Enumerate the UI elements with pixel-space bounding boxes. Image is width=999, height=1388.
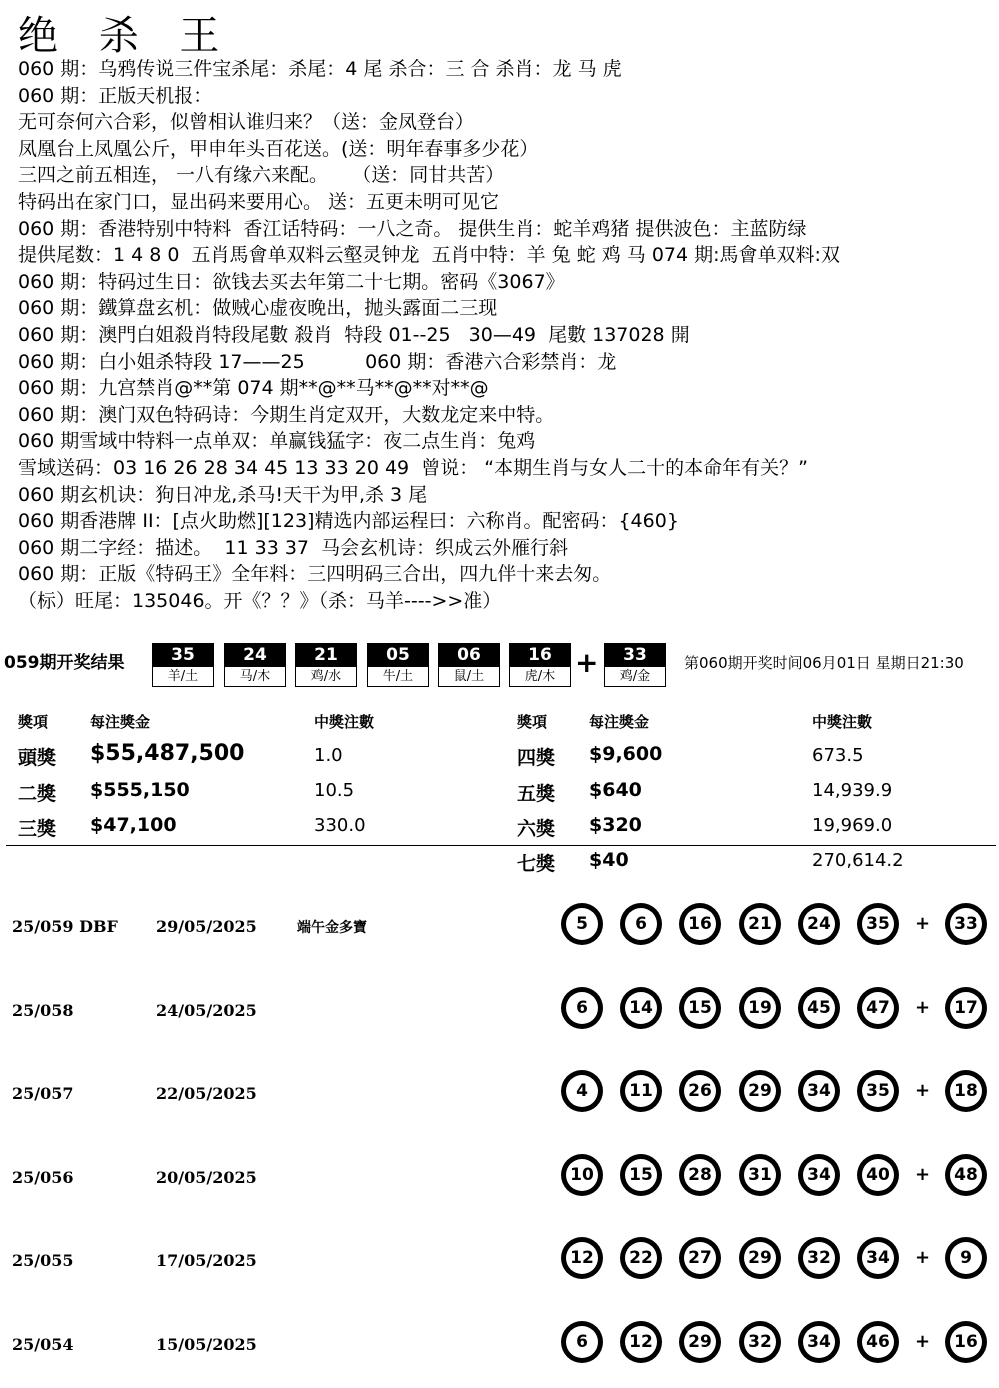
ball-zodiac: 鸡/金 (619, 669, 651, 684)
history-date: 24/05/2025 (156, 1001, 257, 1020)
ball-number: 29 (744, 1075, 776, 1107)
history-ball (561, 1237, 603, 1279)
ball-zodiac: 鼠/土 (453, 669, 485, 684)
text-line: 060 期：乌鸦传说三件宝杀尾：杀尾：4 尾 杀合：三 合 杀肖：龙 马 虎 (18, 58, 622, 80)
ball-number: 21 (296, 644, 356, 667)
ball-number: 40 (862, 1159, 894, 1191)
prize-count: 270,614.2 (812, 850, 904, 871)
ball-number: 29 (744, 1242, 776, 1274)
result-ball (438, 643, 500, 687)
history-ball (798, 1237, 840, 1279)
ball-number: 5 (566, 908, 598, 940)
history-ball (561, 1070, 603, 1112)
ball-number: 18 (950, 1075, 982, 1107)
text-line: 060 期香港牌 II：[点火助燃][123]精选内部运程曰：六称肖。配密码：{460} (18, 510, 679, 533)
ball-number: 34 (803, 1075, 835, 1107)
history-ball (620, 1070, 662, 1112)
history-ball (857, 903, 899, 945)
text-line: 060 期：特码过生日：欲钱去买去年第二十七期。密码《3067》 (18, 270, 565, 293)
history-ball (561, 903, 603, 945)
text-line: 060 期玄机诀：狗日冲龙,杀马!天干为甲,杀 3 尾 (18, 483, 428, 506)
prize-name: 七獎 (517, 853, 556, 875)
ball-number: 35 (862, 908, 894, 940)
ball-number: 6 (625, 908, 657, 940)
prize-header: 每注獎金 (90, 713, 151, 731)
prize-name: 頭獎 (18, 747, 57, 769)
ball-number: 34 (803, 1159, 835, 1191)
history-ball (857, 1070, 899, 1112)
plus-sign: + (915, 913, 931, 934)
prize-amount: $47,100 (90, 814, 177, 836)
history-ball (679, 987, 721, 1029)
history-date: 15/05/2025 (156, 1335, 257, 1354)
prize-name: 六獎 (517, 818, 556, 840)
prize-amount: $9,600 (589, 743, 663, 765)
ball-number: 47 (862, 992, 894, 1024)
history-special-ball (945, 1321, 987, 1363)
prize-count: 1.0 (314, 745, 343, 766)
text-line: 060 期雪域中特料一点单双：单赢钱猛字：夜二点生肖：兔鸡 (18, 430, 536, 453)
ball-number: 15 (684, 992, 716, 1024)
ball-number: 10 (566, 1159, 598, 1191)
history-special-ball (945, 1154, 987, 1196)
history-special-ball (945, 903, 987, 945)
history-ball (620, 1321, 662, 1363)
history-row (0, 1311, 999, 1381)
ball-number: 32 (744, 1326, 776, 1358)
ball-number: 24 (225, 644, 285, 667)
ball-number: 28 (684, 1159, 716, 1191)
text-line: 060 期：澳门双色特码诗：今期生肖定双开，大数龙定来中特。 (18, 403, 555, 426)
prize-header: 獎項 (18, 713, 49, 731)
history-ball (739, 903, 781, 945)
history-ball (739, 1321, 781, 1363)
history-ball (739, 1237, 781, 1279)
history-row (0, 1060, 999, 1130)
next-draw-time: 第060期开奖时间06月01日 星期日21:30 (684, 654, 964, 672)
text-line: 凤凰台上凤凰公斤，甲申年头百花送。(送：明年春事多少花） (18, 137, 539, 160)
ball-number: 12 (566, 1242, 598, 1274)
prize-amount: $55,487,500 (90, 741, 245, 766)
history-ball (739, 1154, 781, 1196)
prize-amount: $640 (589, 779, 642, 801)
prize-name: 五獎 (517, 783, 556, 805)
history-ball (857, 987, 899, 1029)
history-issue: 25/054 (12, 1335, 74, 1354)
history-issue: 25/055 (12, 1251, 74, 1270)
result-ball (224, 643, 286, 687)
history-special-ball (945, 987, 987, 1029)
ball-number: 34 (862, 1242, 894, 1274)
ball-number: 6 (566, 992, 598, 1024)
ball-number: 16 (510, 644, 570, 667)
history-ball (857, 1321, 899, 1363)
text-line: 060 期：正版天机报： (18, 84, 213, 107)
text-line: 提供尾数：1 4 8 0 五肖馬會单双料云壑灵钟龙 五肖中特：羊 兔 蛇 鸡 马 074 期:馬會单双料:双 (18, 244, 840, 267)
history-ball (679, 903, 721, 945)
history-row (0, 1227, 999, 1297)
prediction-lines (18, 56, 993, 614)
text-line: 060 期：白小姐杀特段 17——25 060 期：香港六合彩禁肖：龙 (18, 350, 617, 373)
history-ball (857, 1154, 899, 1196)
prize-count: 673.5 (812, 745, 864, 766)
ball-number: 11 (625, 1075, 657, 1107)
ball-number: 9 (950, 1242, 982, 1274)
history-date: 29/05/2025 (156, 917, 257, 936)
history-ball (679, 1154, 721, 1196)
prize-name: 三獎 (18, 818, 57, 840)
ball-number: 15 (625, 1159, 657, 1191)
prize-count: 19,969.0 (812, 815, 893, 836)
ball-zodiac: 马/木 (239, 669, 271, 684)
ball-number: 48 (950, 1159, 982, 1191)
ball-number: 33 (950, 908, 982, 940)
text-line: （标）旺尾：135046。开《？？》（杀：马羊---->>准） (18, 589, 502, 612)
history-special-ball (945, 1070, 987, 1112)
ball-zodiac: 牛/土 (382, 669, 414, 684)
history-issue: 25/059 DBF (12, 917, 118, 936)
plus-sign: + (915, 1247, 931, 1268)
ball-number: 22 (625, 1242, 657, 1274)
text-line: 060 期二字经：描述。 11 33 37 马会玄机诗：织成云外雁行斜 (18, 536, 569, 559)
history-date: 20/05/2025 (156, 1168, 257, 1187)
history-ball (857, 1237, 899, 1279)
ball-number: 35 (862, 1075, 894, 1107)
history-issue: 25/058 (12, 1001, 74, 1020)
history-ball (620, 903, 662, 945)
prize-amount: $40 (589, 849, 629, 871)
plus-sign: + (915, 1080, 931, 1101)
history-ball (798, 1154, 840, 1196)
ball-number: 19 (744, 992, 776, 1024)
plus-sign: + (575, 646, 599, 679)
prize-amount: $320 (589, 814, 642, 836)
history-issue: 25/056 (12, 1168, 74, 1187)
ball-number: 16 (950, 1326, 982, 1358)
ball-number: 6 (566, 1326, 598, 1358)
result-ball (295, 643, 357, 687)
ball-number: 35 (153, 644, 213, 667)
text-line: 060 期：香港特别中特料 香江话特码：一八之奇。 提供生肖：蛇羊鸡猪 提供波色：主蓝防绿 (18, 217, 807, 240)
history-ball (679, 1070, 721, 1112)
history-ball (739, 987, 781, 1029)
history-ball (679, 1321, 721, 1363)
history-special-ball (945, 1237, 987, 1279)
special-ball (604, 643, 666, 687)
ball-number: 26 (684, 1075, 716, 1107)
prize-name: 四獎 (517, 747, 556, 769)
plus-sign: + (915, 997, 931, 1018)
page-title: 绝 杀 王 (18, 13, 234, 59)
history-issue: 25/057 (12, 1084, 74, 1103)
ball-number: 17 (950, 992, 982, 1024)
history-row (0, 893, 999, 963)
history-ball (798, 1070, 840, 1112)
result-ball (367, 643, 429, 687)
history-ball (679, 1237, 721, 1279)
ball-number: 46 (862, 1326, 894, 1358)
table-divider (6, 845, 996, 846)
text-line: 雪域送码：03 16 26 28 34 45 13 33 20 49 曾说： “本期生肖与女人二十的本命年有关？” (18, 456, 808, 479)
prize-header: 獎項 (517, 713, 548, 731)
ball-zodiac: 羊/土 (167, 669, 199, 684)
history-ball (561, 987, 603, 1029)
ball-number: 14 (625, 992, 657, 1024)
result-ball (509, 643, 571, 687)
history-ball (620, 987, 662, 1029)
results-label: 059期开奖结果 (4, 653, 125, 673)
history-date: 22/05/2025 (156, 1084, 257, 1103)
history-ball (798, 1321, 840, 1363)
history-ball (620, 1237, 662, 1279)
text-line: 特码出在家门口，显出码来要用心。 送：五更未明可见它 (18, 190, 500, 213)
history-date: 17/05/2025 (156, 1251, 257, 1270)
text-line: 三四之前五相连， 一八有缘六来配。 （送：同甘共苦） (18, 164, 505, 187)
prize-header: 中獎注數 (812, 713, 873, 731)
prize-count: 10.5 (314, 780, 355, 801)
prize-count: 330.0 (314, 815, 366, 836)
ball-number: 33 (605, 644, 665, 667)
ball-number: 27 (684, 1242, 716, 1274)
draw-results (0, 640, 999, 688)
text-line: 060 期：正版《特码王》全年料：三四明码三合出，四九伴十来去匆。 (18, 563, 612, 586)
text-line: 无可奈何六合彩，似曾相认谁归来？（送：金凤登台） (18, 111, 475, 134)
plus-sign: + (915, 1331, 931, 1352)
ball-number: 12 (625, 1326, 657, 1358)
text-line: 060 期：九宫禁肖@**第 074 期**@**马**@**对**@ (18, 377, 489, 400)
ball-zodiac: 虎/木 (524, 669, 556, 684)
ball-number: 24 (803, 908, 835, 940)
history-ball (620, 1154, 662, 1196)
ball-number: 32 (803, 1242, 835, 1274)
prize-name: 二獎 (18, 783, 57, 805)
ball-number: 34 (803, 1326, 835, 1358)
plus-sign: + (915, 1164, 931, 1185)
ball-number: 21 (744, 908, 776, 940)
prize-header: 中獎注數 (314, 713, 375, 731)
ball-number: 29 (684, 1326, 716, 1358)
ball-number: 16 (684, 908, 716, 940)
result-ball (152, 643, 214, 687)
prize-header: 每注獎金 (589, 713, 650, 731)
history-name: 端午金多寶 (297, 920, 367, 936)
history-ball (798, 903, 840, 945)
text-line: 060 期：澳門白姐殺肖特段尾數 殺肖 特段 01--25 30—49 尾數 137028 開 (18, 323, 690, 346)
history-ball (561, 1154, 603, 1196)
history-ball (561, 1321, 603, 1363)
ball-zodiac: 鸡/水 (310, 669, 342, 684)
history-ball (798, 987, 840, 1029)
history-row (0, 1144, 999, 1214)
text-line: 060 期：鐵算盘玄机：做贼心虚夜晚出，抛头露面二三现 (18, 297, 498, 320)
history-ball (739, 1070, 781, 1112)
prize-count: 14,939.9 (812, 780, 893, 801)
history-row (0, 977, 999, 1047)
ball-number: 4 (566, 1075, 598, 1107)
prize-amount: $555,150 (90, 779, 190, 801)
ball-number: 45 (803, 992, 835, 1024)
ball-number: 05 (368, 644, 428, 667)
ball-number: 06 (439, 644, 499, 667)
ball-number: 31 (744, 1159, 776, 1191)
